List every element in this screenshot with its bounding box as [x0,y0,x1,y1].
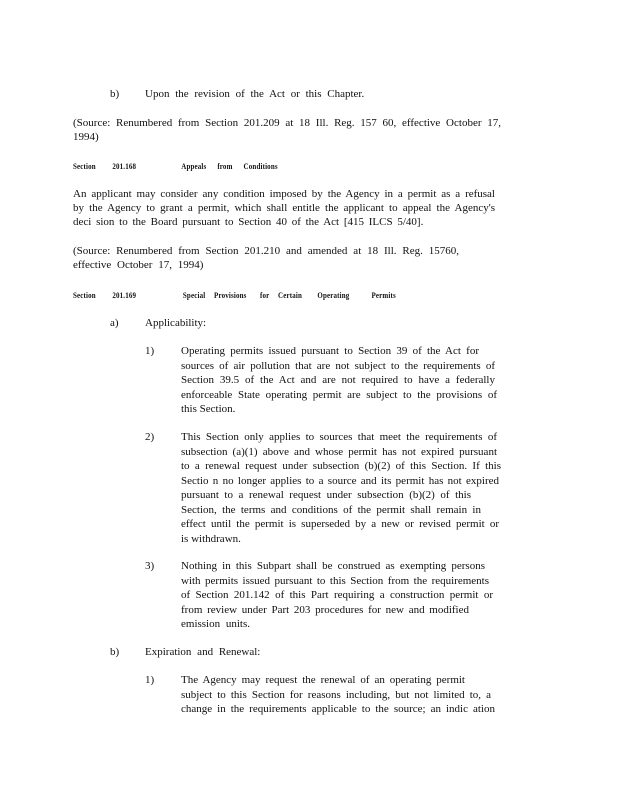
heading-word: for [259,290,270,300]
section-number: 201.169 [112,290,137,300]
heading-word: Appeals [181,161,207,171]
item-a2-line-1: This Section only applies to sources that meet the requirements of [181,431,497,443]
item-a3-line-2: with permits issued pursuant to this Section from the requirements [181,574,489,587]
item-a1-label: 1) [145,345,155,357]
para-168-line-3: deci sion to the Board pursuant to Section 40 of the Act [415 ILCS 5/40]. [73,216,424,228]
item-b1-label: 1) [145,674,155,686]
para-168-line-2: by the Agency to grant a permit, which shall entitle the applicant to appeal the Agency's [73,202,495,214]
item-a3-line-1: Nothing in this Subpart shall be construed as exempting persons [181,560,485,572]
section-label: Section [73,161,96,171]
item-b1-line-3: change in the requirements applicable to the source; an indic ation [181,703,495,715]
heading-word: Permits [371,290,396,300]
item-a1-line-5: this Section. [181,403,236,415]
item-a1-line-4: enforceable State operating permit are subject to the provisions of [181,388,497,401]
item-a2-line-5: pursuant to a renewal request under subsection (b)(2) of this [181,489,471,501]
section-201-168-heading [73,161,278,171]
para-168-line-1: An applicant may consider any condition imposed by the Agency in a permit as a refusal [73,188,495,200]
item-a2-line-8: is withdrawn. [181,532,241,545]
subsection-a-label: a) [110,317,119,329]
subsection-a-title: Applicability: [145,317,207,329]
heading-word: from [217,161,233,171]
section-label: Section [73,290,96,300]
section-201-169-heading [73,290,396,300]
item-a1-line-1: Operating permits issued pursuant to Section 39 of the Act for [181,345,479,357]
item-a3-line-3: of Section 201.142 of this Part requiring a construction permit or [181,589,493,601]
heading-word: Conditions [243,161,278,171]
item-a2-line-4: Sectio n no longer applies to a source and its permit has not expired [181,474,499,487]
item-b1-line-1: The Agency may request the renewal of an operating permit [181,674,465,686]
heading-word: Provisions [214,290,247,300]
heading-word: Certain [278,290,302,300]
item-a2-line-3: to a renewal request under subsection (b)(2) of this Section. If this [181,460,501,472]
source-note-1-line-1: (Source: Renumbered from Section 201.209 at 18 Ill. Reg. 157 60, effective October 17, [73,117,501,129]
heading-word: Special [182,290,206,300]
item-b1-line-2: subject to this Section for reasons including, but not limited to, a [181,688,491,701]
item-a2-line-2: subsection (a)(1) above and whose permit has not expired pursuant [181,445,497,458]
item-a1-line-2: sources of air pollution that are not subject to the requirements of [181,359,495,372]
subsection-b-title: Expiration and Renewal: [145,646,261,658]
subsection-b-label: b) [110,646,120,658]
source-note-1-line-2: 1994) [73,131,99,143]
item-a3-line-5: emission units. [181,618,251,630]
item-b-label: b) [110,88,120,100]
item-b-text: Upon the revision of the Act or this Chapter. [145,88,365,100]
item-a3-label: 3) [145,560,155,572]
source-note-2-line-1: (Source: Renumbered from Section 201.210 and amended at 18 Ill. Reg. 15760, [73,245,459,257]
heading-word: Operating [317,290,350,300]
section-number: 201.168 [112,161,137,171]
item-a3-line-4: from review under Part 203 procedures for new and modified [181,603,469,616]
item-a1-line-3: Section 39.5 of the Act and are not required to have a federally [181,374,495,386]
source-note-2-line-2: effective October 17, 1994) [73,259,204,271]
item-a2-line-7: effect until the permit is superseded by a new or revised permit or [181,518,499,530]
item-a2-line-6: Section, the terms and conditions of the permit shall remain in [181,503,481,516]
item-a2-label: 2) [145,431,155,443]
